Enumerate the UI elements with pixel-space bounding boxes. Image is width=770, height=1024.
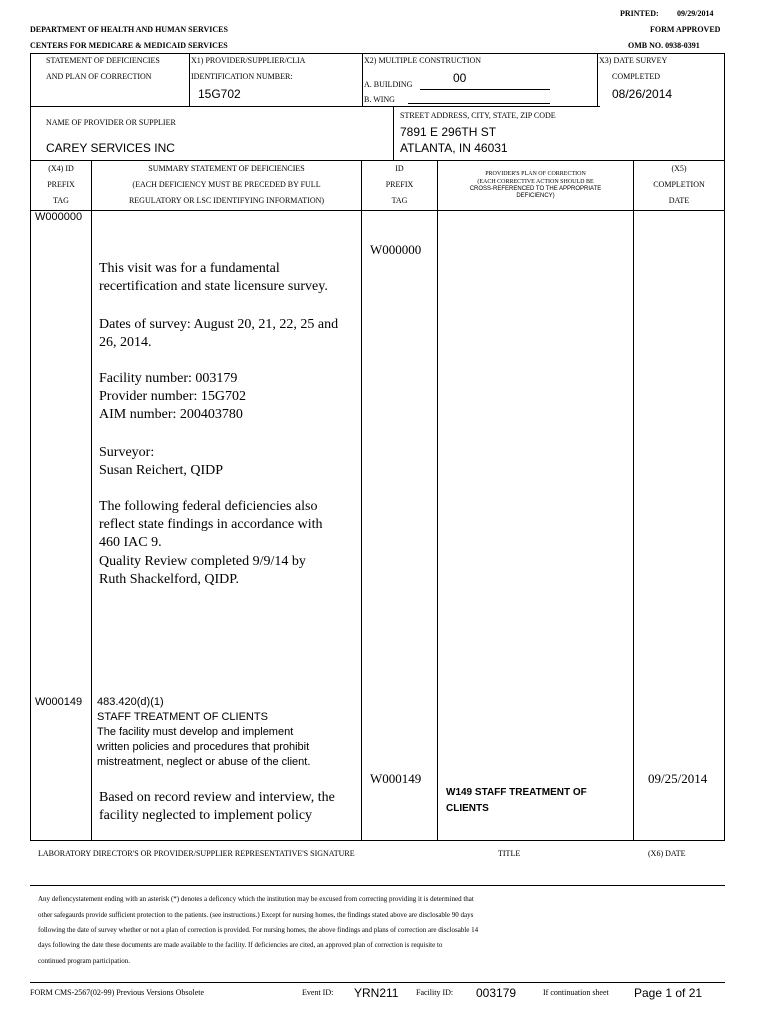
rule <box>597 53 598 106</box>
rule <box>633 160 634 840</box>
visit-paragraph: This visit was for a fundamental recertification and state licensure survey. <box>99 261 328 294</box>
statement-label-1: STATEMENT OF DEFICIENCIES <box>46 56 160 65</box>
summary-label-3: REGULATORY OR LSC IDENTIFYING INFORMATION) <box>128 196 325 205</box>
id-label-1: ID <box>395 164 404 173</box>
provider-number: Provider number: 15G702 <box>99 389 246 404</box>
omb-number: OMB NO. 0938-0391 <box>628 41 700 50</box>
rule <box>420 89 550 90</box>
rule <box>408 103 550 104</box>
plan-title-2: CLIENTS <box>446 803 489 814</box>
x3-label-1: X3) DATE SURVEY <box>599 56 668 65</box>
footnote-line-3: following the date of survey whether or not a plan of correction is provided. For nursing homes, the above findings and plans of correction are disclosable 14 <box>38 926 479 934</box>
footnote-line-2: other safegaurds provide sufficient protection to the patients. (see instructions.) Except for nursing homes, the findings stated above are disclosable 90 days <box>38 911 474 919</box>
quality-review-paragraph: Quality Review completed 9/9/14 by Ruth Shackelford, QIDP. <box>99 554 306 587</box>
rule <box>30 106 600 107</box>
regulation-text-3: mistreatment, neglect or abuse of the client. <box>97 756 311 768</box>
survey-date-value: 08/26/2014 <box>612 87 673 101</box>
x5-label-3: DATE <box>668 196 690 205</box>
footnote-line-4: days following the date these documents are made available to the facility. If deficiencies are cited, an approved plan of correction is requisite to <box>38 941 443 949</box>
summary-label-1: SUMMARY STATEMENT OF DEFICIENCIES <box>148 164 305 173</box>
plan-label-4: DEFICIENCY) <box>516 193 555 199</box>
rule <box>30 885 725 886</box>
surveyor-name: Susan Reichert, QIDP <box>99 463 224 478</box>
signature-label: LABORATORY DIRECTOR'S OR PROVIDER/SUPPLIER REPRESENTATIVE'S SIGNATURE <box>38 849 355 858</box>
plan-label-3: CROSS-REFERENCED TO THE APPROPRIATE <box>469 186 602 192</box>
centers-title: CENTERS FOR MEDICARE & MEDICAID SERVICES <box>30 41 228 50</box>
facility-number: Facility number: 003179 <box>99 371 238 386</box>
footnote-line-1: Any defiencystatement ending with an asterisk (*) denotes a deficency which the institution may be excused from correcting providing it is determined that <box>38 895 474 903</box>
continuation-label: If continuation sheet <box>543 988 609 997</box>
statement-label-2: AND PLAN OF CORRECTION <box>46 72 152 81</box>
x4-label-2: PREFIX <box>47 180 75 189</box>
tag-w000149-left: W000149 <box>35 696 83 708</box>
rule <box>30 840 725 841</box>
provider-name-value: CAREY SERVICES INC <box>46 141 175 155</box>
rule <box>30 160 725 161</box>
rule <box>361 160 362 840</box>
tag-w000000-right: W000000 <box>370 242 422 257</box>
summary-label-2: (EACH DEFICIENCY MUST BE PRECEDED BY FULL <box>132 180 321 189</box>
id-label-2: PREFIX <box>385 180 414 189</box>
x4-label-1: (X4) ID <box>48 164 74 173</box>
plan-label-2: (EACH CORRECTIVE ACTION SHOULD BE <box>477 179 594 185</box>
printed-date: 09/29/2014 <box>677 9 714 18</box>
address-line-2: ATLANTA, IN 46031 <box>400 141 508 155</box>
rule <box>437 160 438 840</box>
tag-w000149-right: W000149 <box>370 771 422 786</box>
x4-label-3: TAG <box>53 196 69 205</box>
date-label: (X6) DATE <box>648 849 686 858</box>
page-number: Page 1 of 21 <box>634 986 703 1000</box>
facility-id-value: 003179 <box>476 986 517 1000</box>
printed-label: PRINTED: <box>620 9 659 18</box>
rule <box>30 982 725 983</box>
plan-label-1: PROVIDER'S PLAN OF CORRECTION <box>485 171 586 177</box>
address-label: STREET ADDRESS, CITY, STATE, ZIP CODE <box>400 111 556 120</box>
rule <box>30 210 725 211</box>
regulation-text-1: The facility must develop and implement <box>97 726 294 738</box>
rule <box>362 53 363 106</box>
wing-label: B. WING <box>364 95 395 104</box>
record-review-paragraph: Based on record review and interview, the facility neglected to implement policy <box>99 790 335 823</box>
form-approved: FORM APPROVED <box>650 25 721 34</box>
provider-id-value: 15G702 <box>198 87 241 101</box>
provider-name-label: NAME OF PROVIDER OR SUPPLIER <box>46 118 176 127</box>
x3-label-2: COMPLETED <box>612 72 660 81</box>
rule <box>724 53 725 840</box>
address-line-1: 7891 E 296TH ST <box>400 125 497 139</box>
building-label: A. BUILDING <box>364 80 413 89</box>
regulation-number: 483.420(d)(1) <box>97 696 164 708</box>
regulation-text-2: written policies and procedures that prohibit <box>97 741 310 753</box>
facility-id-label: Facility ID: <box>416 988 454 997</box>
department-title: DEPARTMENT OF HEALTH AND HUMAN SERVICES <box>30 25 228 34</box>
event-id-label: Event ID: <box>302 988 334 997</box>
x2-label: X2) MULTIPLE CONSTRUCTION <box>364 56 482 65</box>
title-label: TITLE <box>498 849 521 858</box>
event-id-value: YRN211 <box>354 986 399 1000</box>
footnote-line-5: continued program participation. <box>38 957 130 965</box>
survey-dates-paragraph: Dates of survey: August 20, 21, 22, 25 and 26, 2014. <box>99 317 339 350</box>
completion-date: 09/25/2014 <box>648 771 708 786</box>
rule <box>189 53 190 106</box>
surveyor-label: Surveyor: <box>99 445 155 460</box>
rule <box>30 53 725 54</box>
regulation-title: STAFF TREATMENT OF CLIENTS <box>97 711 268 723</box>
x5-label-2: COMPLETION <box>653 180 705 189</box>
x1-label-1: X1) PROVIDER/SUPPLIER/CLIA <box>191 56 306 65</box>
building-value: 00 <box>453 71 467 85</box>
id-label-3: TAG <box>391 196 408 205</box>
x5-label-1: (X5) <box>671 164 687 173</box>
x1-label-2: IDENTIFICATION NUMBER: <box>191 72 293 81</box>
form-number: FORM CMS-2567(02-99) Previous Versions Obsolete <box>30 988 205 997</box>
aim-number: AIM number: 200403780 <box>99 407 243 422</box>
plan-title-1: W149 STAFF TREATMENT OF <box>446 787 587 798</box>
rule <box>393 106 394 160</box>
tag-w000000-left: W000000 <box>35 211 83 223</box>
rule <box>91 160 92 840</box>
federal-deficiencies-paragraph: The following federal deficiencies also reflect state findings in accordance with 460 IAC 9. <box>99 499 323 550</box>
